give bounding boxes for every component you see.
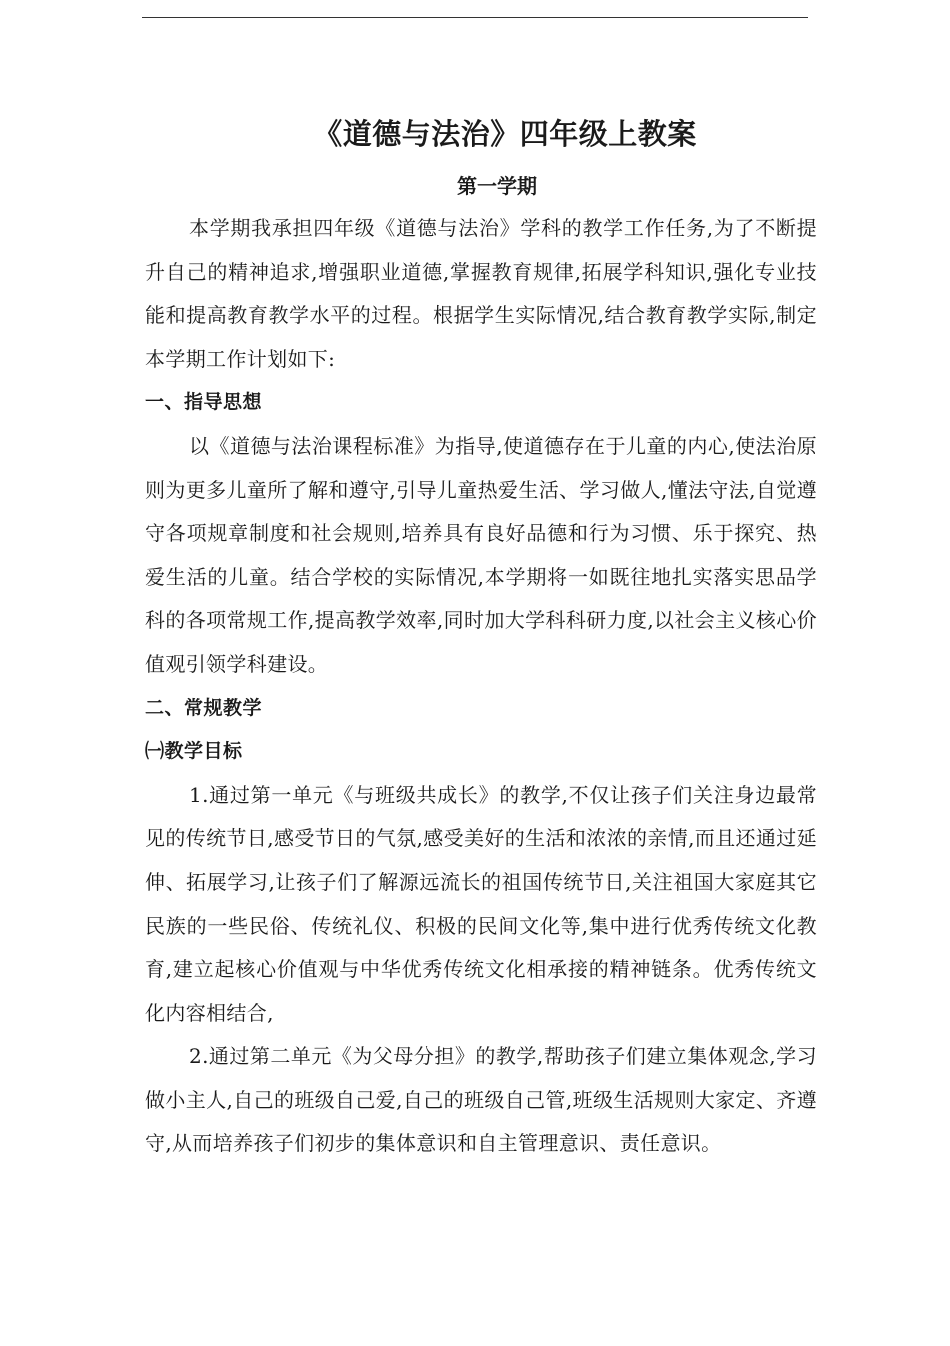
semester-subtitle: 第一学期 <box>457 174 537 198</box>
subheading-teaching-goals: ㈠教学目标 <box>145 740 243 763</box>
section-heading-routine-teaching: 二、常规教学 <box>145 696 263 719</box>
goal-item-1: 1.通过第一单元《与班级共成长》的教学,不仅让孩子们关注身边最常见的传统节日,感受节日的气氛,感受美好的生活和浓浓的亲情,而且还通过延伸、拓展学习,让孩子们了解源远流长的祖国传统节日,关注祖国大家庭其它民族的一些民俗、传统礼仪、积极的民间文化等,集中进行优秀传统文化教育,建立起核心价值观与中华优秀传统文化相承接的精神链条。优秀传统文化内容相结合, <box>145 782 817 1025</box>
intro-paragraph: 本学期我承担四年级《道德与法治》学科的教学工作任务,为了不断提升自己的精神追求,增强职业道德,掌握教育规律,拓展学科知识,强化专业技能和提高教育教学水平的过程。根据学生实际情况,结合教育教学实际,制定本学期工作计划如下: <box>145 216 817 371</box>
guiding-thought-paragraph: 以《道德与法治课程标准》为指导,使道德存在于儿童的内心,使法治原则为更多儿童所了解和遵守,引导儿童热爱生活、学习做人,懂法守法,自觉遵守各项规章制度和社会规则,培养具有良好品德和行为习惯、乐于探究、热爱生活的儿童。结合学校的实际情况,本学期将一如既往地扎实落实思品学科的各项常规工作,提高教学效率,同时加大学科科研力度,以社会主义核心价值观引领学科建设。 <box>145 433 817 676</box>
goal-item-2: 2.通过第二单元《为父母分担》的教学,帮助孩子们建立集体观念,学习做小主人,自己的班级自己爱,自己的班级自己管,班级生活规则大家定、齐遵守,从而培养孩子们初步的集体意识和自主管理意识、责任意识。 <box>145 1044 817 1156</box>
header-rule <box>142 17 808 18</box>
document-body <box>145 207 817 1166</box>
section-heading-guiding-thought: 一、指导思想 <box>145 391 263 414</box>
document-title: 《道德与法治》四年级上教案 <box>313 117 697 151</box>
